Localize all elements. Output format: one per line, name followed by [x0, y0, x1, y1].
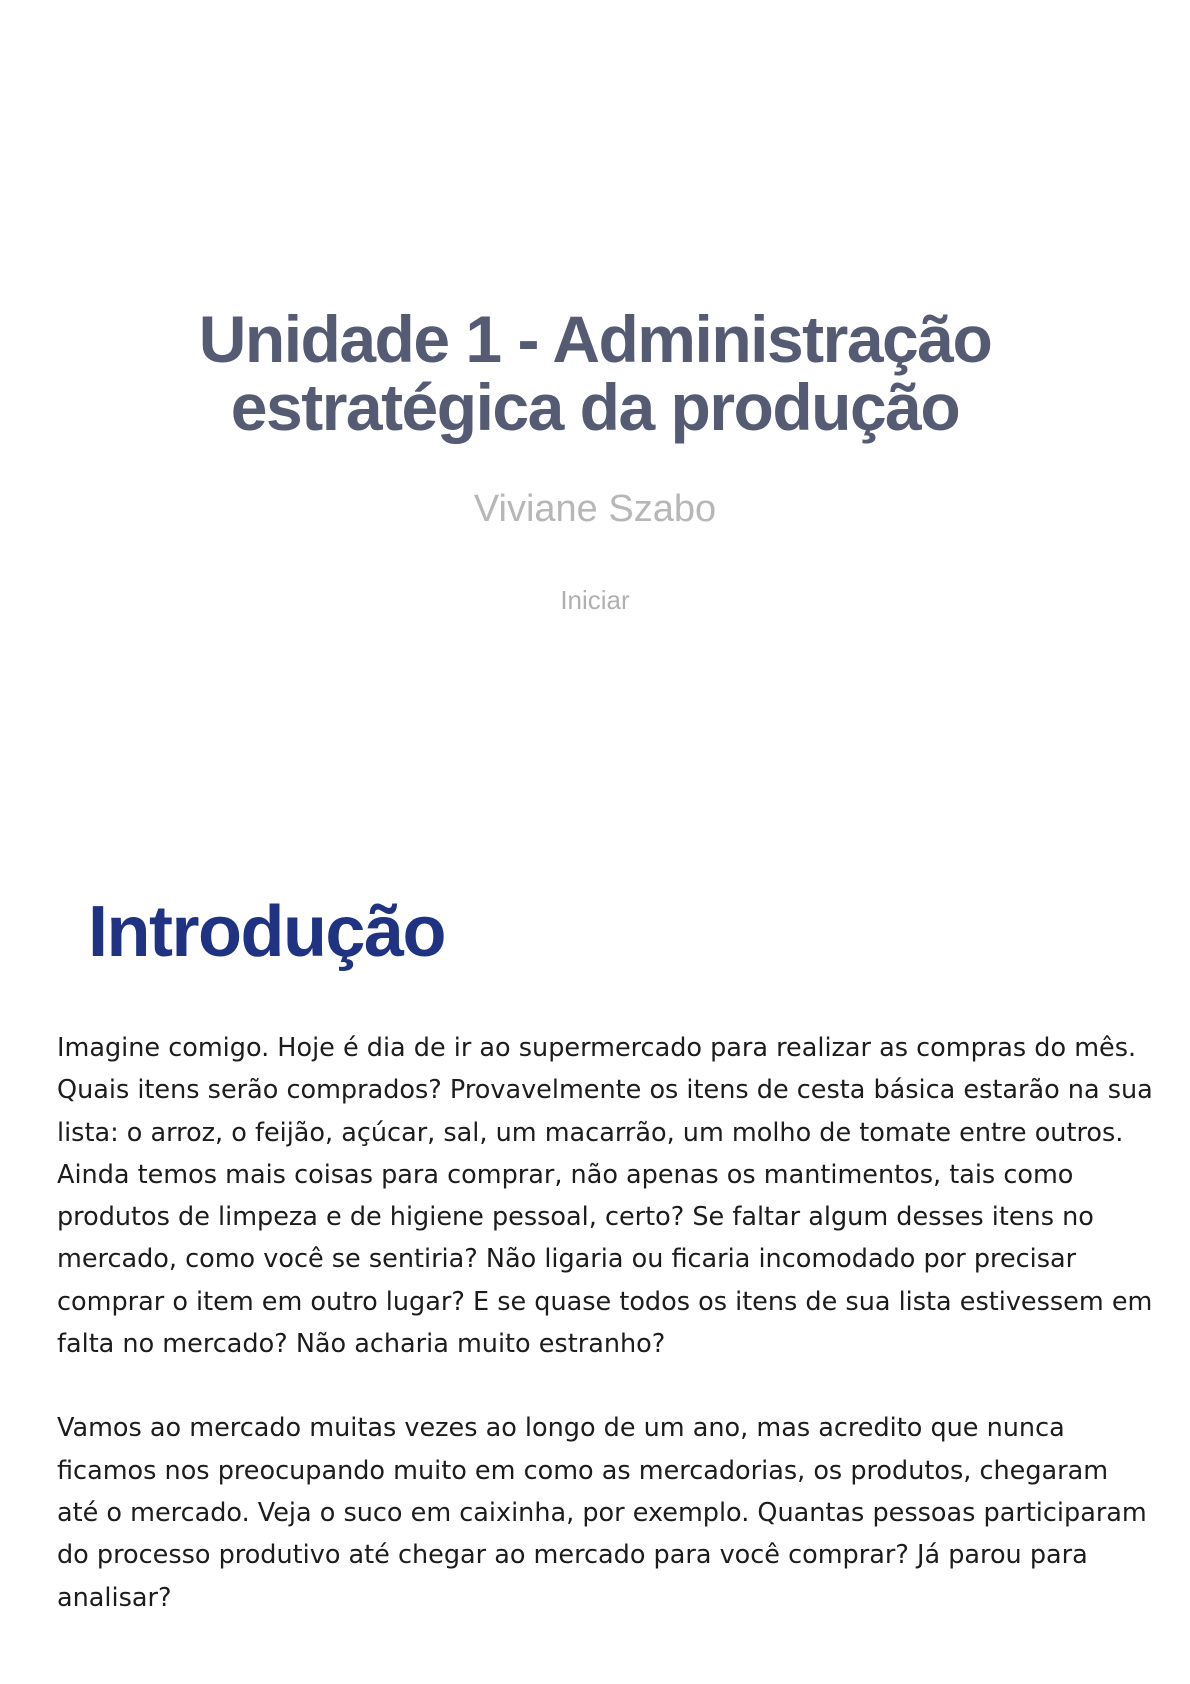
paragraph-line: do processo produtivo até chegar ao mercado para você comprar? Já parou para [57, 1540, 1088, 1571]
paragraph-line: produtos de limpeza e de higiene pessoal, certo? Se faltar algum desses itens no [57, 1202, 1094, 1233]
paragraph-line: falta no mercado? Não acharia muito estranho? [57, 1329, 666, 1360]
paragraph-line: lista: o arroz, o feijão, açúcar, sal, um macarrão, um molho de tomate entre outros. [57, 1117, 1124, 1148]
unit-title [0, 302, 1190, 444]
unit-title-line: Unidade 1 - Administração [198, 302, 992, 376]
paragraph-line: comprar o item em outro lugar? E se quase todos os itens de sua lista estivessem em [57, 1286, 1153, 1317]
section-body [57, 1027, 1153, 1619]
paragraph [57, 1027, 1153, 1365]
paragraph-line: analisar? [57, 1582, 172, 1613]
unit-title-line: estratégica da produção [230, 370, 960, 444]
paragraph-line: Imagine comigo. Hoje é dia de ir ao supermercado para realizar as compras do mês. [57, 1033, 1137, 1063]
paragraph-line: ficamos nos preocupando muito em como as mercadorias, os produtos, chegaram [57, 1455, 1109, 1486]
section-heading: Introdução [88, 892, 445, 972]
cover-section [0, 302, 1190, 615]
author-name: Viviane Szabo [473, 488, 717, 530]
paragraph [57, 1407, 1147, 1618]
paragraph-line: mercado, como você se sentiria? Não ligaria ou ficaria incomodado por precisar [57, 1244, 1077, 1275]
start-button[interactable]: Iniciar [560, 585, 630, 615]
paragraph-line: até o mercado. Veja o suco em caixinha, por exemplo. Quantas pessoas participaram [57, 1497, 1147, 1528]
paragraph-line: Quais itens serão comprados? Provavelmente os itens de cesta básica estarão na sua [57, 1075, 1153, 1106]
paragraph-line: Vamos ao mercado muitas vezes ao longo de um ano, mas acredito que nunca [57, 1413, 1065, 1444]
paragraph-line: Ainda temos mais coisas para comprar, não apenas os mantimentos, tais como [57, 1159, 1074, 1190]
